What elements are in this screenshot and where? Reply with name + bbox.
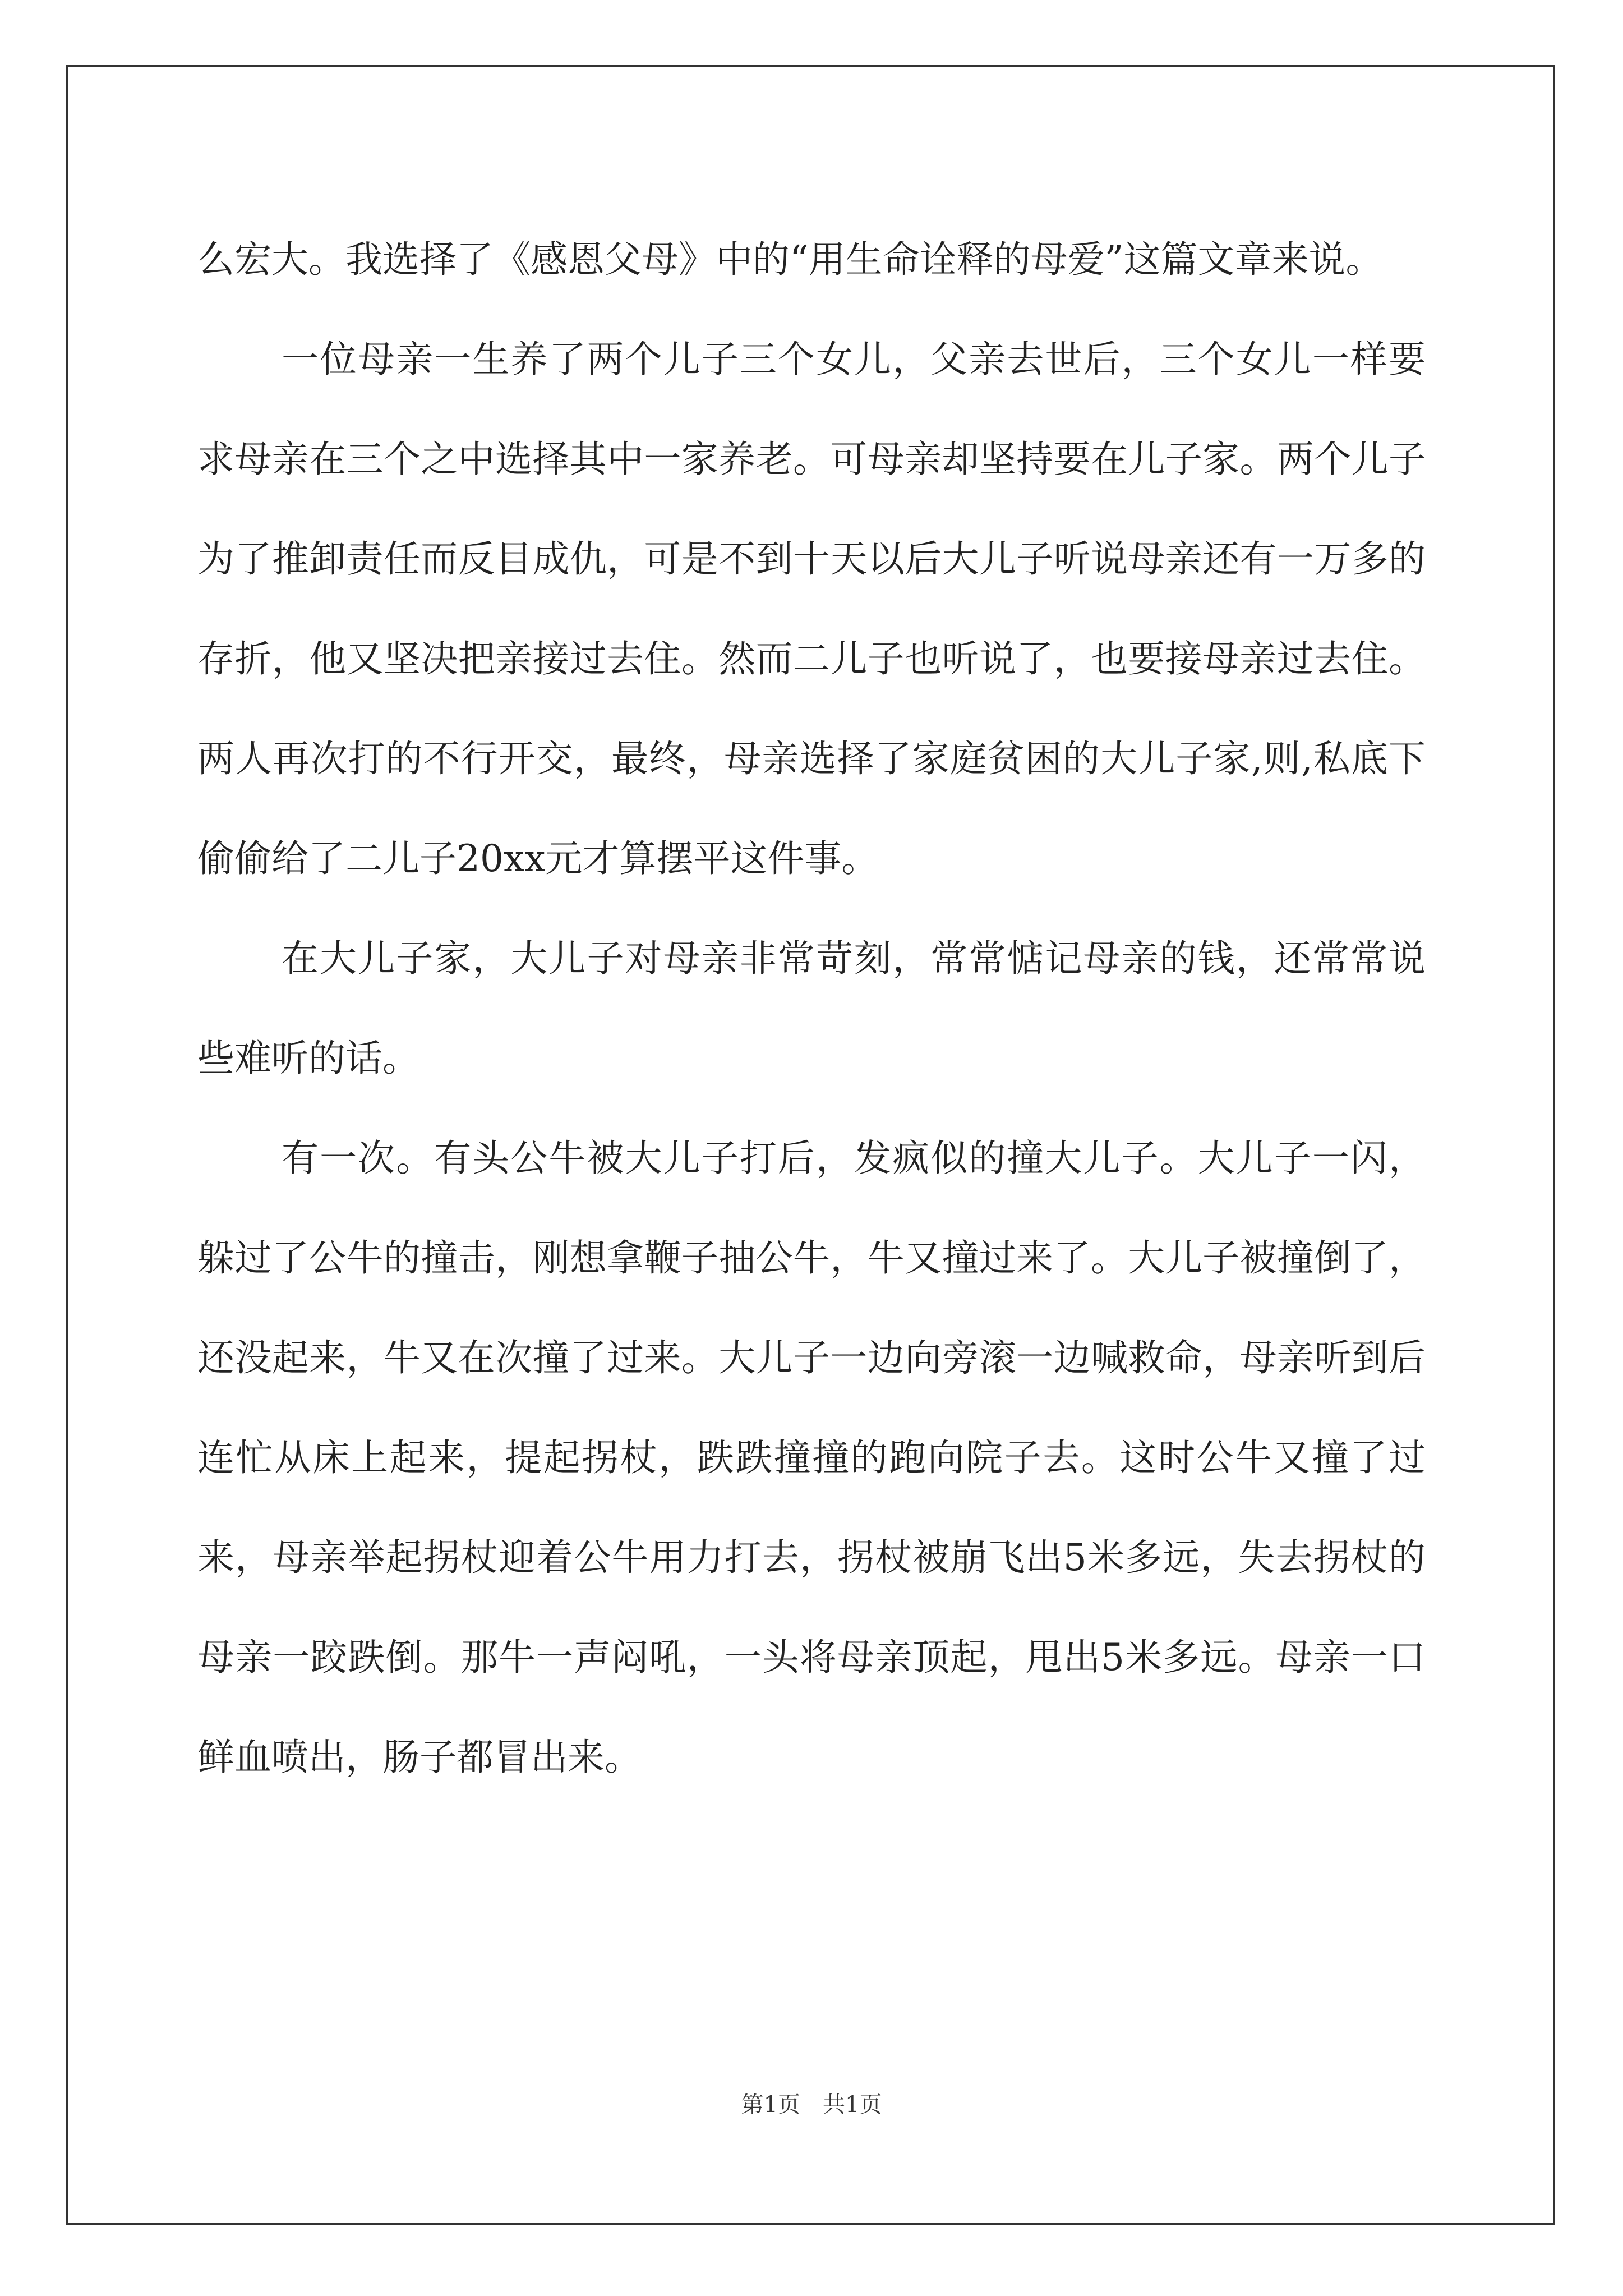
paragraph-continuation: 么宏大。我选择了《感恩父母》中的“用生命诠释的母爱”这篇文章来说。 <box>197 238 1383 281</box>
paragraph: 一位母亲一生养了两个儿子三个女儿，父亲去世后，三个女儿一样要求母亲在三个之中选择其中一家养老。可母亲却坚持要在儿子家。两个儿子为了推卸责任而反目成仇，可是不到十天以后大儿子听说母亲还有一万多的存折，他又坚决把亲接过去住。然而二儿子也听说了，也要接母亲过去住。两人再次打的不行开交，最终，母亲选择了家庭贫困的大儿子家,则,私底下偷偷给了二儿子20xx元才算摆平这件事。 <box>197 338 1426 880</box>
paragraph: 在大儿子家，大儿子对母亲非常苛刻，常常惦记母亲的钱，还常常说些难听的话。 <box>197 937 1426 1080</box>
page-number-footer: 第1页 共1页 <box>741 2092 882 2118</box>
paragraph: 有一次。有头公牛被大儿子打后，发疯似的撞大儿子。大儿子一闪，躲过了公牛的撞击，刚想拿鞭子抽公牛，牛又撞过来了。大儿子被撞倒了，还没起来，牛又在次撞了过来。大儿子一边向旁滚一边喊救命，母亲听到后连忙从床上起来，提起拐杖，跌跌撞撞的跑向院子去。这时公牛又撞了过来，母亲举起拐杖迎着公牛用力打去，拐杖被崩飞出5米多远，失去拐杖的母亲一跤跌倒。那牛一声闷吼，一头将母亲顶起，甩出5米多远。母亲一口鲜血喷出，肠子都冒出来。 <box>197 1137 1426 1779</box>
document-body <box>197 210 1426 1807</box>
